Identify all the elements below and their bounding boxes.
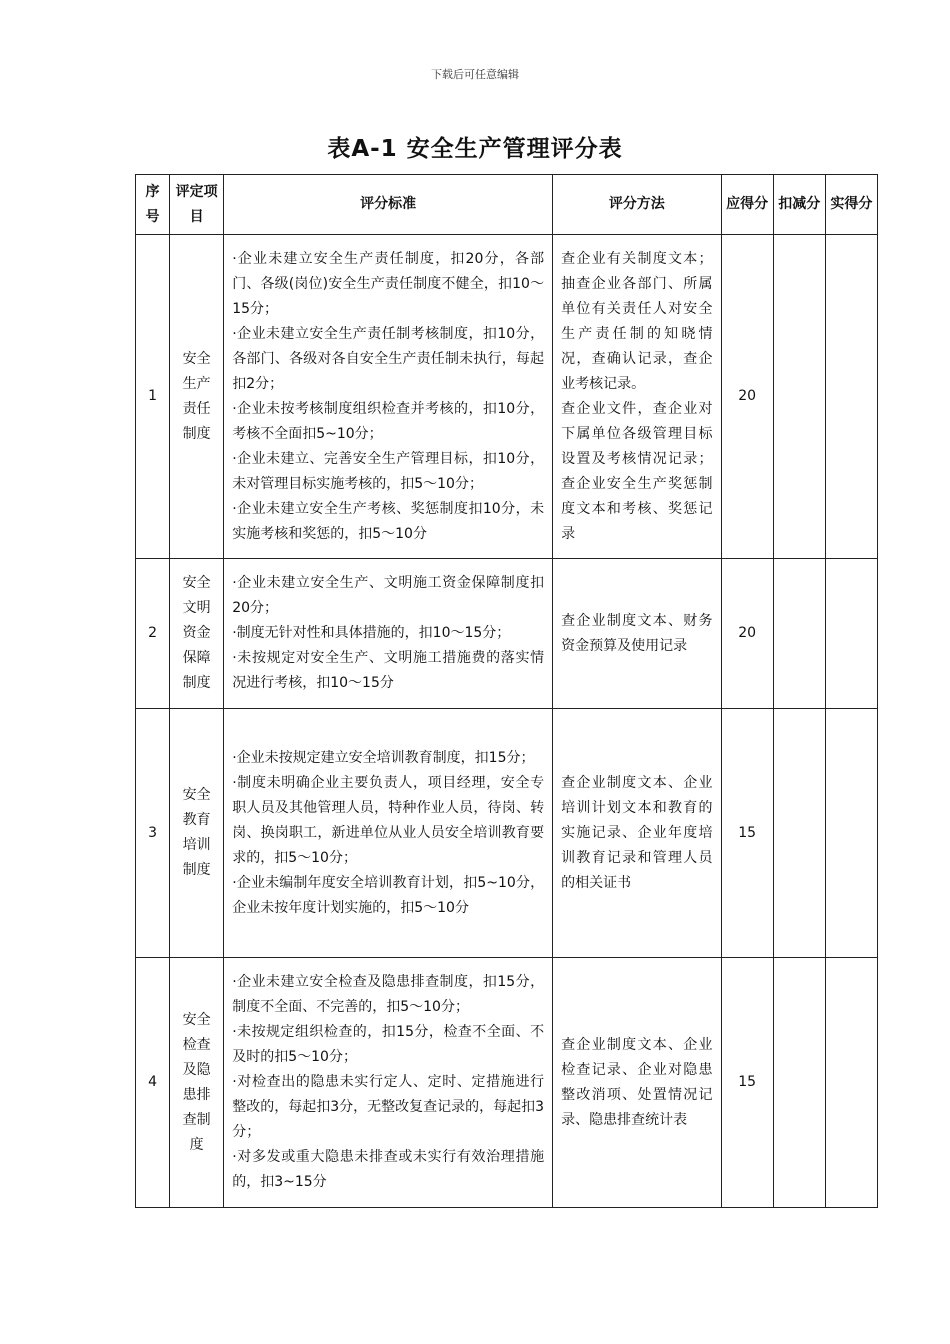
table-row <box>136 559 878 709</box>
standard-line: ·企业未建立安全生产责任制度，扣20分，各部门、各级(岗位)安全生产责任制度不健全，扣10～15分； <box>232 250 545 317</box>
standard-line: ·未按规定对安全生产、文明施工措施费的落实情况进行考核，扣10～15分 <box>232 650 545 691</box>
row-deduct-score <box>773 235 825 559</box>
row-actual-score <box>825 235 877 559</box>
standard-line: ·企业未按考核制度组织检查并考核的，扣10分，考核不全面扣5~10分； <box>232 400 545 442</box>
row-item: 安全文明资金保障制度 <box>170 559 224 709</box>
standard-line: ·制度无针对性和具体措施的，扣10～15分； <box>232 625 511 641</box>
row-item: 安全生产责任制度 <box>170 235 224 559</box>
header-method: 评分方法 <box>553 175 721 235</box>
table-header-row <box>136 175 878 235</box>
row-due-score: 20 <box>721 235 773 559</box>
header-item: 评定项目 <box>170 175 224 235</box>
table-row <box>136 235 878 559</box>
safety-scoring-table <box>135 174 878 1208</box>
row-due-score: 15 <box>721 958 773 1208</box>
table-row <box>136 958 878 1208</box>
row-item: 安全检查及隐患排查制度 <box>170 958 224 1208</box>
page-header-note: 下载后可任意编辑 <box>431 68 519 81</box>
header-actual-score: 实得分 <box>825 175 877 235</box>
standard-line: ·对多发或重大隐患未排查或未实行有效治理措施的，扣3~15分 <box>232 1149 545 1190</box>
table-title: 表A-1 安全生产管理评分表 <box>327 136 623 162</box>
header-due-score: 应得分 <box>721 175 773 235</box>
method-line: 查企业制度文本、企业检查记录、企业对隐患整改消项、处置情况记录、隐患排查统计表 <box>561 1036 713 1128</box>
method-line: 查企业制度文本、财务资金预算及使用记录 <box>561 612 713 654</box>
row-due-score: 20 <box>721 559 773 709</box>
method-line: 查企业有关制度文本；抽查企业各部门、所属单位有关责任人对安全生产责任制的知晓情况，查确认记录，查企业考核记录。 <box>561 250 713 392</box>
row-seq: 2 <box>136 559 170 709</box>
header-deduct-score: 扣减分 <box>773 175 825 235</box>
row-method <box>553 958 721 1208</box>
method-line: 查企业制度文本、企业培训计划文本和教育的实施记录、企业年度培训教育记录和管理人员的相关证书 <box>561 774 713 891</box>
row-method <box>553 559 721 709</box>
standard-line: ·企业未建立安全生产责任制考核制度，扣10分，各部门、各级对各自安全生产责任制未执行，每起扣2分； <box>232 325 545 392</box>
method-line: 查企业文件，查企业对下属单位各级管理目标设置及考核情况记录；查企业安全生产奖惩制度文本和考核、奖惩记录 <box>561 400 713 542</box>
row-seq: 4 <box>136 958 170 1208</box>
row-deduct-score <box>773 709 825 958</box>
standard-line: ·对检查出的隐患未实行定人、定时、定措施进行整改的，每起扣3分，无整改复查记录的，每起扣3分； <box>232 1074 545 1140</box>
standard-line: ·企业未编制年度安全培训教育计划，扣5~10分，企业未按年度计划实施的，扣5～10分 <box>232 874 545 916</box>
header-standard: 评分标准 <box>224 175 553 235</box>
standard-line: ·企业未建立安全生产、文明施工资金保障制度扣20分； <box>232 575 545 616</box>
standard-line: ·未按规定组织检查的，扣15分，检查不全面、不及时的扣5～10分； <box>232 1024 545 1065</box>
row-item: 安全教育培训制度 <box>170 709 224 958</box>
row-actual-score <box>825 559 877 709</box>
row-standard <box>224 235 553 559</box>
standard-line: ·企业未建立安全检查及隐患排查制度，扣15分，制度不全面、不完善的，扣5～10分； <box>232 974 545 1015</box>
row-due-score: 15 <box>721 709 773 958</box>
row-seq: 1 <box>136 235 170 559</box>
row-actual-score <box>825 709 877 958</box>
standard-line: ·制度未明确企业主要负责人，项目经理，安全专职人员及其他管理人员，特种作业人员，待岗、转岗、换岗职工，新进单位从业人员安全培训教育要求的，扣5～10分； <box>232 774 545 866</box>
standard-line: ·企业未建立、完善安全生产管理目标，扣10分，未对管理目标实施考核的，扣5～10分； <box>232 450 545 492</box>
row-method <box>553 235 721 559</box>
table-row <box>136 709 878 958</box>
header-seq: 序号 <box>136 175 170 235</box>
row-standard <box>224 958 553 1208</box>
standard-line: ·企业未建立安全生产考核、奖惩制度扣10分，未实施考核和奖惩的，扣5～10分 <box>232 500 545 542</box>
standard-line: ·企业未按规定建立安全培训教育制度，扣15分； <box>232 749 535 766</box>
row-actual-score <box>825 958 877 1208</box>
row-deduct-score <box>773 958 825 1208</box>
row-standard <box>224 709 553 958</box>
row-deduct-score <box>773 559 825 709</box>
row-standard <box>224 559 553 709</box>
row-seq: 3 <box>136 709 170 958</box>
row-method <box>553 709 721 958</box>
